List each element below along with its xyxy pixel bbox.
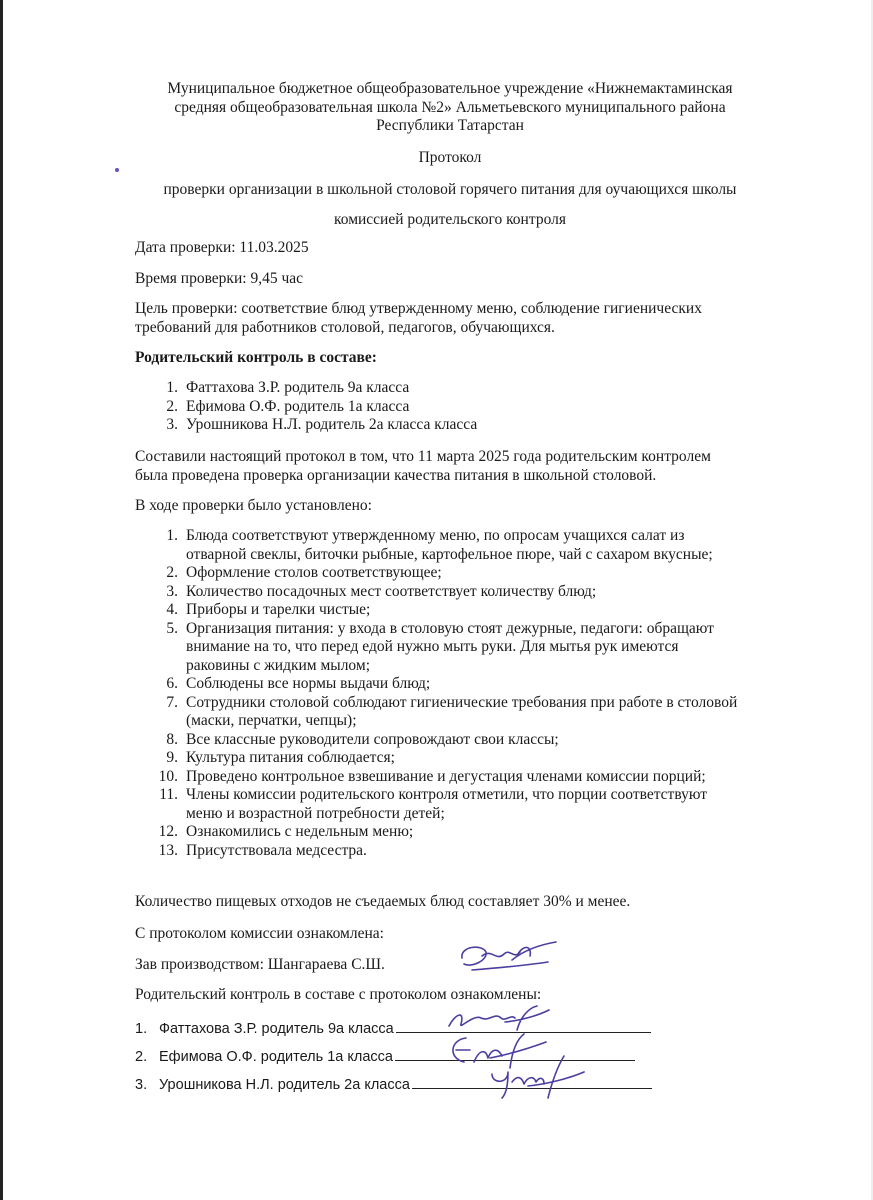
acquainted-statement: С протоколом комиссии ознакомлена: xyxy=(135,925,384,942)
list-item: 3. Урошникова Н.Л. родитель 2а класса класса xyxy=(166,416,478,433)
list-item: 12. Ознакомились с недельным меню; xyxy=(158,823,414,840)
ink-speck xyxy=(115,168,119,172)
header-line-3: Республики Татарстан xyxy=(376,117,524,134)
list-item: 9. Культура питания соблюдается; xyxy=(166,749,395,766)
list-item: 13. Присутствовала медсестра. xyxy=(158,841,367,859)
signature-row: 1. Фаттахова З.Р. родитель 9а класса xyxy=(135,1018,651,1037)
waste-statement: Количество пищевых отходов не съедаемых блюд составляет 30% и менее. xyxy=(135,893,631,910)
list-item: 8. Все классные руководители сопровождают свои классы; xyxy=(166,730,559,748)
findings-list xyxy=(150,527,810,860)
purpose-line-1: Цель проверки: соответствие блюд утвержденному меню, соблюдение гигиенических xyxy=(135,300,702,317)
composition-heading: Родительский контроль в составе: xyxy=(135,349,377,366)
list-item: 4. Приборы и тарелки чистые; xyxy=(166,601,371,618)
list-item: 5. Организация питания: у входа в столовую стоят дежурные, педагоги: обращают внимание на то, что перед едой нужно мыть руки. Для мытья рук имеются раковины с жидким мылом; xyxy=(166,619,714,674)
parents-acquainted: Родительский контроль в составе с протоколом ознакомлены: xyxy=(135,986,542,1003)
list-item: 1. Фаттахова З.Р. родитель 9а класса xyxy=(166,379,410,396)
production-head: Зав производством: Шангараева С.Ш. xyxy=(135,956,385,973)
findings-heading: В ходе проверки было установлено: xyxy=(135,497,372,514)
check-time: Время проверки: 9,45 час xyxy=(135,270,303,287)
signature-row: 2. Ефимова О.Ф. родитель 1а класса xyxy=(135,1046,635,1065)
school-header xyxy=(120,80,780,136)
check-date: Дата проверки: 11.03.2025 xyxy=(135,239,309,256)
signature-row: 3. Урошникова Н.Л. родитель 2а класса xyxy=(135,1074,652,1093)
list-item: 7. Сотрудники столовой соблюдают гигиенические требования при работе в столовой (маски, перчатки, чепцы); xyxy=(166,693,738,729)
production-head-signature xyxy=(452,938,562,978)
list-item: 6. Соблюдены все нормы выдачи блюд; xyxy=(166,675,431,692)
statement xyxy=(135,448,805,485)
list-item: 3. Количество посадочных мест соответствует количеству блюд; xyxy=(166,582,597,600)
statement-line-1: Составили настоящий протокол в том, что 11 марта 2025 года родительским контролем xyxy=(135,448,711,465)
list-item: 2. Ефимова О.Ф. родитель 1а класса xyxy=(166,397,410,415)
list-item: 10. Проведено контрольное взвешивание и дегустация членами комиссии порций; xyxy=(158,767,706,785)
purpose xyxy=(135,300,805,337)
list-item: 1. Блюда соответствуют утвержденному меню, по опросам учащихся салат из отварной свеклы, биточки рыбные, картофельное пюре, чай с сахаром вкусные; xyxy=(166,527,713,563)
document-subtitle-2: комиссией родительского контроля xyxy=(334,211,566,228)
parent-signature-3 xyxy=(478,1052,588,1102)
members-list xyxy=(150,379,810,435)
purpose-line-2: требований для работников столовой, педагогов, обучающихся. xyxy=(135,318,555,336)
document-subtitle: проверки организации в школьной столовой горячего питания для оучающихся школы xyxy=(163,181,737,198)
statement-line-2: была проведена проверка организации качества питания в школьной столовой. xyxy=(135,466,657,484)
header-line-1: Муниципальное бюджетное общеобразовательное учреждение «Нижнемактаминская xyxy=(167,80,733,97)
document-title: Протокол xyxy=(418,149,482,166)
header-line-2: средняя общеобразовательная школа №2» Альметьевского муниципального района xyxy=(174,98,726,116)
list-item: 11. Члены комиссии родительского контроля отметили, что порции соответствуют меню и возрастной потребности детей; xyxy=(159,786,708,822)
scan-edge xyxy=(0,0,3,1200)
list-item: 2. Оформление столов соответствующее; xyxy=(166,564,442,581)
